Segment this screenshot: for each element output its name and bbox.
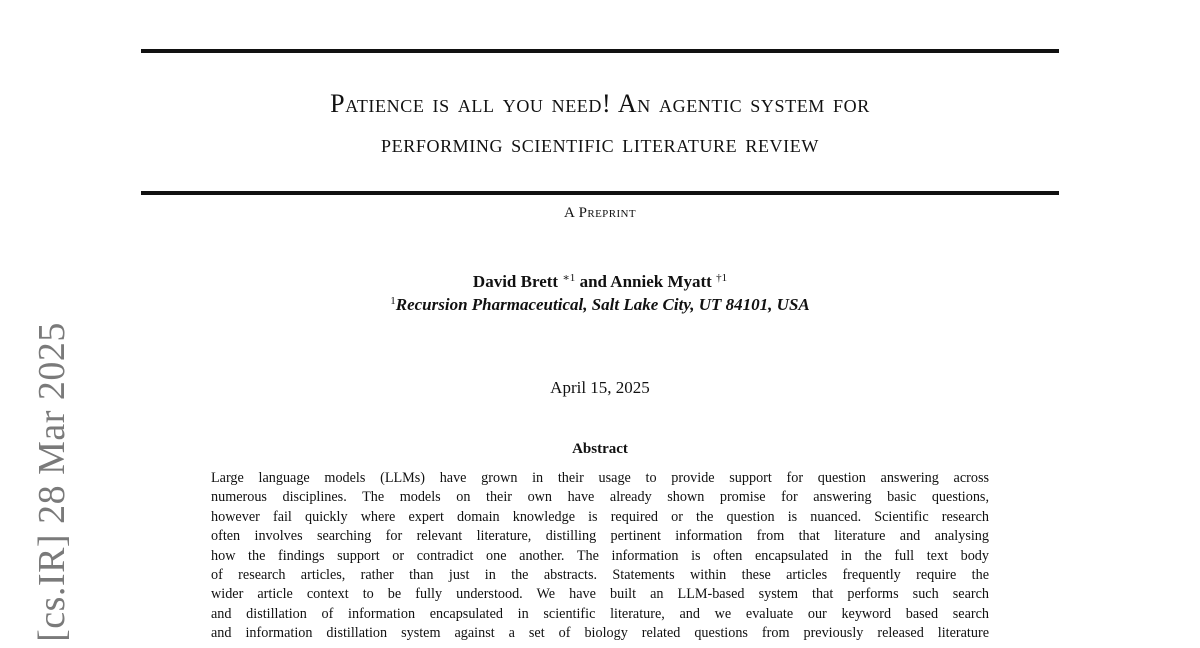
paper-date: April 15, 2025 <box>550 378 650 397</box>
abstract-heading: Abstract <box>572 441 628 457</box>
paper-title-line-1: Patience is all you need! An agentic system for <box>330 89 870 118</box>
author-2-marks: †1 <box>716 272 728 284</box>
affiliation-mark: 1 <box>390 295 396 307</box>
author-joiner: and <box>579 272 607 291</box>
affiliation <box>141 290 1059 316</box>
author-name-2: Anniek Myatt <box>610 272 712 291</box>
title-bottom-rule <box>141 191 1059 195</box>
affiliation-text: Recursion Pharmaceutical, Salt Lake City, UT 84101, USA <box>395 295 810 314</box>
abstract-line: and information distillation system against a set of biology related questions from previously released literature <box>211 625 989 642</box>
title-top-rule <box>141 49 1059 53</box>
abstract-line: how the findings support or contradict one another. The information is often encapsulated in the full text body <box>211 547 989 564</box>
paper-title-line-2: performing scientific literature review <box>381 129 819 158</box>
abstract-line: Large language models (LLMs) have grown in their usage to provide support for question answering across <box>211 470 989 486</box>
paper-title <box>141 84 1059 164</box>
abstract-line: wider article context to be fully understood. We have built an LLM-based system that performs such search <box>211 586 989 603</box>
abstract-line: numerous disciplines. The models on their own have already shown promise for answering basic questions, <box>211 489 989 506</box>
abstract-line: however fail quickly where expert domain knowledge is required or the question is nuanced. Scientific research <box>211 508 989 525</box>
author-1-marks: ∗1 <box>562 272 576 284</box>
preprint-label: A Preprint <box>564 205 636 221</box>
abstract-body <box>211 469 989 644</box>
abstract-line: of research articles, rather than just in the abstracts. Statements within these articles frequently require the <box>211 567 989 584</box>
author-name-1: David Brett <box>472 272 559 291</box>
arxiv-side-stamp: [cs.IR] 28 Mar 2025 <box>31 322 73 642</box>
abstract-line: often involves searching for relevant literature, distilling pertinent information from that literature and analysing <box>211 528 989 545</box>
abstract-line: and distillation of information encapsulated in scientific literature, and we evaluate our keyword based search <box>211 605 989 622</box>
